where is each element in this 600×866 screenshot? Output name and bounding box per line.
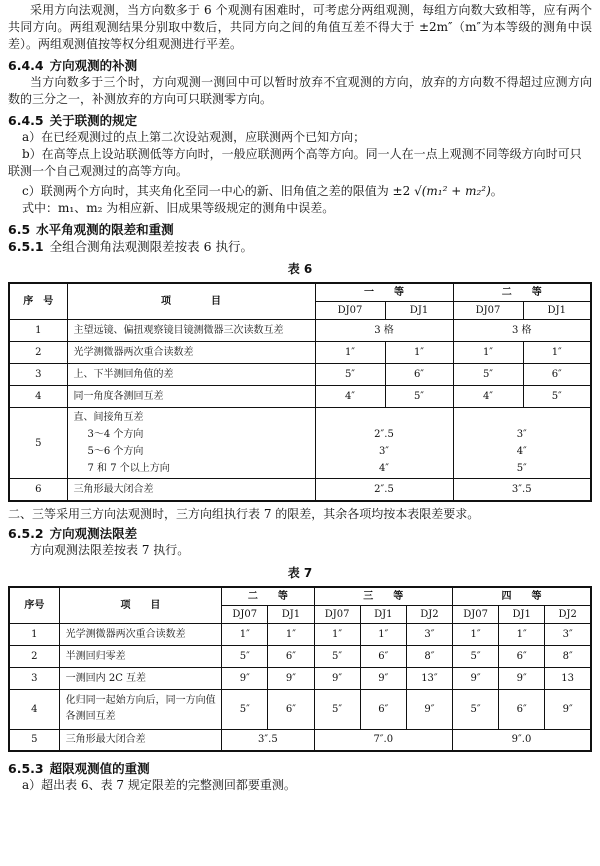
cell-value: 6″ [385, 364, 453, 386]
section-heading-6-4-4 [8, 57, 592, 74]
sub-item: 3～4 个方向 [87, 429, 144, 440]
item-c-text: c）联测两个方向时，其夹角化至同一中心的新、旧角值之差的限值为 ±2 [22, 184, 411, 198]
header-instrument: DJ07 [314, 605, 360, 623]
cell-value: 5″ [453, 689, 499, 729]
cell-value: 13″ [406, 667, 452, 689]
cell-value: 6″ [268, 645, 314, 667]
table-row [9, 667, 591, 689]
cell-value: 4″ [453, 386, 523, 408]
table-row [9, 320, 591, 342]
header-instrument: DJ1 [268, 605, 314, 623]
cell-value: 9″.0 [453, 729, 592, 751]
table-row [9, 729, 591, 751]
cell-value: 3″.5 [453, 479, 591, 501]
cell-value: 13 [545, 667, 591, 689]
cell-value: 8″ [406, 645, 452, 667]
section-title: 关于联测的规定 [49, 113, 138, 128]
header-grade-2: 二 等 [453, 283, 591, 302]
cell-value: 1″ [360, 623, 406, 645]
table-row [9, 342, 591, 364]
section-number: 6.5.2 [8, 525, 44, 541]
cell-value: 9″ [314, 667, 360, 689]
cell-item [67, 408, 315, 479]
cell-item: 光学测微器两次重合读数差 [59, 623, 222, 645]
sub-value [318, 409, 451, 426]
table-6 [8, 282, 592, 502]
cell-value: 5″ [453, 364, 523, 386]
header-instrument: DJ1 [523, 302, 591, 320]
intro-paragraph: 采用方向法观测，当方向数多于 6 个观测有困难时，可考虑分两组观测，每组方向数大致相等，应有两个共同方向。两组观测结果分别取中数后，共同方向之间的角值互差不得大于 ±2m″（m″为本等级的测角中误差）。两组观测值按等权分组观测进行平差。 [8, 3, 592, 51]
table-7 [8, 586, 592, 753]
table-row [9, 479, 591, 501]
cell-item: 半测回归零差 [59, 645, 222, 667]
cell-item: 三角形最大闭合差 [59, 729, 222, 751]
cell-value [453, 408, 591, 479]
cell-value: 8″ [545, 645, 591, 667]
cell-value: 3″.5 [222, 729, 314, 751]
cell-item: 化归同一起始方向后，同一方向值各测回互差 [59, 689, 222, 729]
cell-item: 上、下半测回角值的差 [67, 364, 315, 386]
section-title: 超限观测值的重测 [49, 761, 150, 776]
header-item: 项 目 [59, 587, 222, 624]
section-number: 6.5.3 [8, 761, 44, 776]
cell-value: 1″ [499, 623, 545, 645]
header-instrument: DJ1 [499, 605, 545, 623]
cell-value: 3″ [545, 623, 591, 645]
section-heading-6-5-3 [8, 760, 592, 777]
cell-seq: 2 [9, 342, 67, 364]
cell-value: 7″.0 [314, 729, 452, 751]
cell-value: 6″ [499, 645, 545, 667]
header-item: 项 目 [67, 283, 315, 320]
header-seq: 序 号 [9, 283, 67, 320]
cell-value: 5″ [222, 689, 268, 729]
cell-value: 5″ [222, 645, 268, 667]
cell-seq: 3 [9, 667, 59, 689]
cell-value: 1″ [523, 342, 591, 364]
header-grade-1: 一 等 [315, 283, 453, 302]
cell-value: 6″ [499, 689, 545, 729]
cell-value: 6″ [360, 645, 406, 667]
sub-value: 3″ [378, 446, 390, 457]
formula: √(m₁² + m₂²) [414, 184, 491, 198]
cell-value: 1″ [453, 623, 499, 645]
cell-seq: 1 [9, 320, 67, 342]
cell-item: 同一角度各测回互差 [67, 386, 315, 408]
header-instrument: DJ07 [315, 302, 385, 320]
cell-value: 3″ [406, 623, 452, 645]
item-6-5-3-a: a）超出表 6、表 7 规定限差的完整测回都要重测。 [22, 778, 296, 792]
cell-seq: 4 [9, 386, 67, 408]
cell-value: 3 格 [315, 320, 453, 342]
cell-seq: 6 [9, 479, 67, 501]
section-number: 6.5 [8, 222, 31, 237]
cell-value: 1″ [268, 623, 314, 645]
cell-value: 1″ [222, 623, 268, 645]
item-c-end: 。 [490, 184, 503, 198]
sub-value: 4″ [516, 446, 527, 457]
cell-value: 1″ [453, 342, 523, 364]
cell-value: 2″.5 [315, 479, 453, 501]
cell-value: 5″ [314, 689, 360, 729]
cell-seq: 1 [9, 623, 59, 645]
header-instrument: DJ2 [406, 605, 452, 623]
paragraph-6-5-2: 方向观测法限差按表 7 执行。 [30, 542, 190, 557]
cell-seq: 2 [9, 645, 59, 667]
header-instrument: DJ07 [222, 605, 268, 623]
table-row [9, 645, 591, 667]
cell-value: 3 格 [453, 320, 591, 342]
cell-item: 光学测微器两次重合读数差 [67, 342, 315, 364]
document-page [8, 2, 592, 794]
cell-value: 9″ [499, 667, 545, 689]
cell-item: 主望远镜、偏扭观察镜目镜测微器三次读数互差 [67, 320, 315, 342]
cell-seq: 3 [9, 364, 67, 386]
header-grade-3: 三 等 [314, 587, 452, 606]
cell-item: 一测回内 2C 互差 [59, 667, 222, 689]
cell-value: 5″ [453, 645, 499, 667]
sub-value: 2″.5 [374, 429, 394, 440]
cell-value [315, 408, 453, 479]
cell-value: 1″ [385, 342, 453, 364]
after-table-6-note: 二、三等采用三方向法观测时，三方向组执行表 7 的限差，其余各项均按本表限差要求。 [8, 506, 480, 521]
section-title: 方向观测的补测 [49, 58, 138, 73]
cell-value: 1″ [314, 623, 360, 645]
cell-seq: 4 [9, 689, 59, 729]
cell-value: 9″ [222, 667, 268, 689]
section-number: 6.4.5 [8, 113, 44, 128]
cell-value: 9″ [545, 689, 591, 729]
sub-value: 3″ [516, 429, 527, 440]
cell-value: 4″ [315, 386, 385, 408]
sub-value [456, 409, 589, 426]
table-row [9, 364, 591, 386]
cell-value: 5″ [314, 645, 360, 667]
cell-value: 9″ [360, 667, 406, 689]
cell-value: 6″ [523, 364, 591, 386]
section-number: 6.5.1 [8, 239, 44, 254]
table-row [9, 386, 591, 408]
section-title: 方向观测法限差 [49, 525, 138, 541]
section-heading-6-4-5 [8, 112, 592, 129]
section-text: 全组合测角法观测限差按表 6 执行。 [49, 239, 253, 254]
cell-value: 9″ [268, 667, 314, 689]
table-row [9, 408, 591, 479]
cell-seq: 5 [9, 408, 67, 479]
table-6-caption: 表 6 [287, 262, 313, 276]
section-heading-6-5-1 [8, 238, 592, 255]
sub-item: 直、间接角互差 [73, 412, 144, 423]
item-c [8, 183, 592, 200]
table-row [9, 689, 591, 729]
item-a: a）在已经观测过的点上第二次设站观测，应联测两个已知方向； [22, 130, 366, 144]
cell-item: 三角形最大闭合差 [67, 479, 315, 501]
cell-value: 9″ [453, 667, 499, 689]
cell-seq: 5 [9, 729, 59, 751]
formula-note: 式中：m₁、m₂ 为相应新、旧成果等级规定的测角中误差。 [22, 201, 335, 215]
header-instrument: DJ07 [453, 605, 499, 623]
section-number: 6.4.4 [8, 58, 44, 73]
cell-value: 5″ [385, 386, 453, 408]
sub-item: 7 和 7 个以上方向 [87, 463, 170, 474]
header-grade-2: 二 等 [222, 587, 314, 606]
header-seq: 序号 [9, 587, 59, 624]
header-instrument: DJ07 [453, 302, 523, 320]
table-7-caption: 表 7 [287, 565, 313, 580]
paragraph-6-4-4: 当方向数多于三个时，方向观测一测回中可以暂时放弃不宜观测的方向，放弃的方向数不得超过应测方向数的三分之一，补测放弃的方向可只联测零方向。 [8, 75, 592, 106]
cell-value: 6″ [360, 689, 406, 729]
sub-value: 4″ [378, 463, 390, 474]
table-row [9, 623, 591, 645]
header-instrument: DJ1 [385, 302, 453, 320]
cell-value: 1″ [315, 342, 385, 364]
cell-value: 6″ [268, 689, 314, 729]
sub-value: 5″ [516, 463, 527, 474]
header-instrument: DJ1 [360, 605, 406, 623]
item-b: b）在高等点上设站联测低等方向时，一般应联测两个高等方向。同一人在一点上观测不同等级方向时可只联测一个自己观测过的高等方向。 [8, 147, 582, 178]
header-instrument: DJ2 [545, 605, 591, 623]
section-heading-6-5 [8, 221, 592, 238]
section-heading-6-5-2 [8, 525, 592, 542]
section-title: 水平角观测的限差和重测 [36, 222, 174, 237]
header-grade-4: 四 等 [453, 587, 592, 606]
sub-item: 5～6 个方向 [87, 446, 144, 457]
cell-value: 5″ [315, 364, 385, 386]
cell-value: 5″ [523, 386, 591, 408]
cell-value: 9″ [406, 689, 452, 729]
